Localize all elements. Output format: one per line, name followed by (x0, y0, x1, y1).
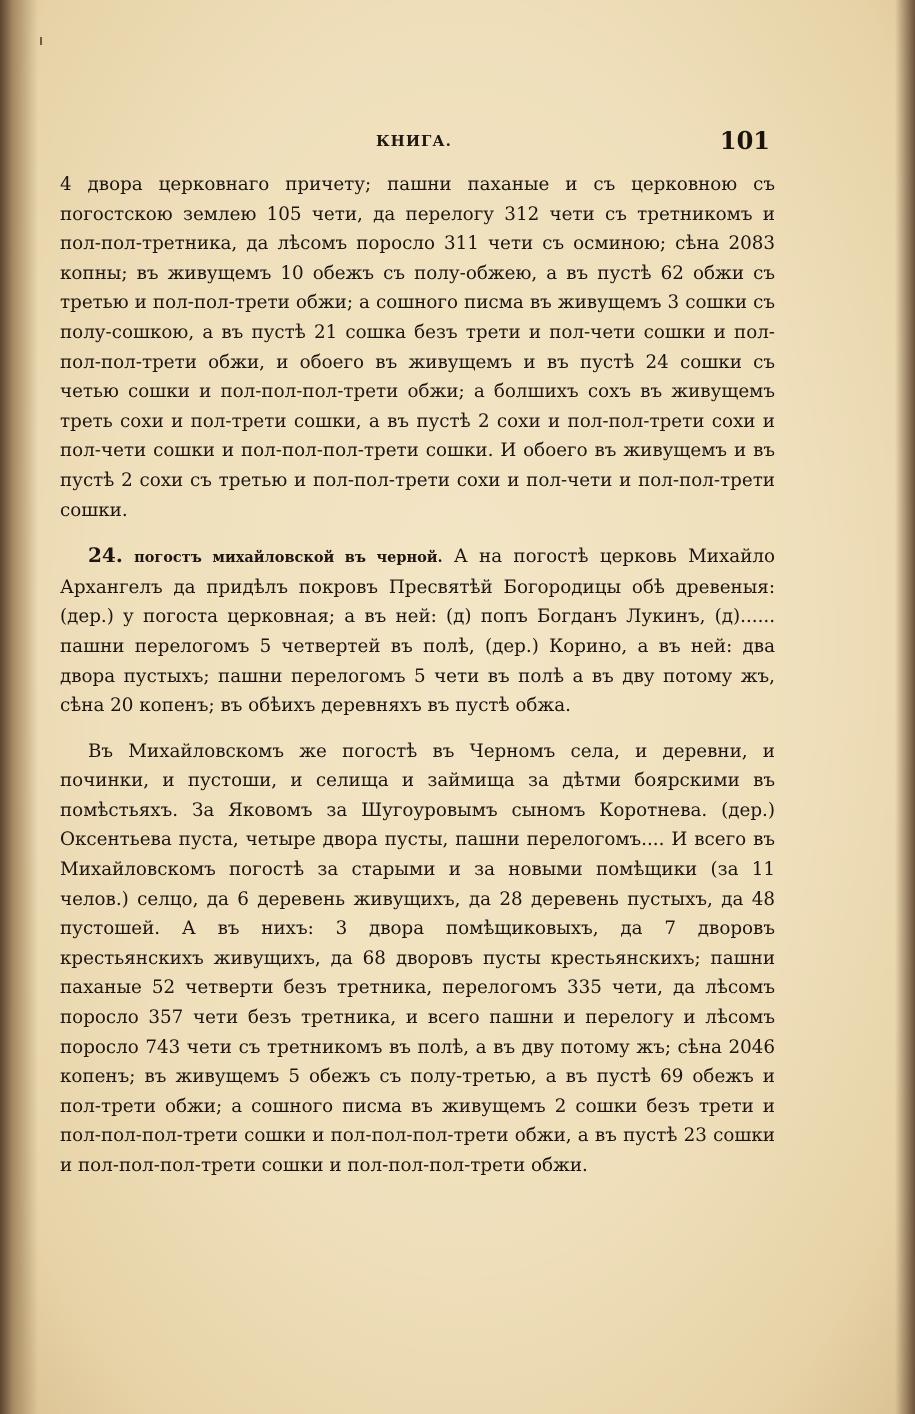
paragraph-1-text: 4 двора церковнаго причету; пашни паханые и съ церковною съ погостскою землею 105 чети, да перелогу 312 чети съ третникомъ и пол-пол-третника, да лѣсомъ поросло 311 чети съ осминою; сѣна 2083 копны; въ живущемъ 10 обежъ съ полу-обжею, а въ пустѣ 62 обжи съ третью и пол-пол-трети обжи; а сошного писма въ живущемъ 3 сошки съ полу-сошкою, а въ пустѣ 21 сошка безъ трети и пол-чети сошки и пол-пол-пол-трети обжи, и обоего въ живущемъ и въ пустѣ 24 сошки съ четью сошки и пол-пол-пол-трети обжи; а болшихъ сохъ въ живущемъ треть сохи и пол-трети сошки, а въ пустѣ 2 сохи и пол-пол-трети сохи и пол-чети сошки и пол-пол-пол-трети сошки. И обоего въ живущемъ и въ пустѣ 2 сохи съ третью и пол-пол-трети сохи и пол-чети и пол-пол-трети сошки. (60, 174, 775, 521)
page-body (60, 170, 775, 1181)
paper-speck (40, 37, 42, 45)
paragraph-2-text: А на погостѣ церковь Михайло Архангелъ да придѣлъ покровъ Пресвятѣй Богородицы обѣ древеныя: (дер.) у погоста церковная; а въ ней: (д) попъ Богданъ Лукинъ, (д)...... пашни перелогомъ 5 четвертей въ полѣ, (дер.) Корино, а въ ней: два двора пустыхъ; пашни перелогомъ 5 чети въ полѣ а въ дву потому жъ, сѣна 20 копенъ; въ обѣихъ деревняхъ въ пустѣ обжа. (60, 546, 776, 717)
paragraph-1 (60, 170, 775, 525)
paragraph-2 (60, 541, 775, 721)
paragraph-3-text: Въ Михайловскомъ же погостѣ въ Черномъ села, и деревни, и починки, и пустоши, и селища и займища за дѣтми боярскими въ помѣстьяхъ. За Яковомъ за Шугоуровымъ сыномъ Коротнева. (дер.) Оксентьева пуста, четыре двора пусты, пашни перелогомъ.... И всего въ Михайловскомъ погостѣ за старыми и за новыми помѣщики (за 11 челов.) селцо, да 6 деревень живущихъ, да 28 деревень пустыхъ, да 48 пустошей. А въ нихъ: 3 двора помѣщиковыхъ, да 7 дворовъ крестьянскихъ живущихъ, да 68 дворовъ пусты крестьянскихъ; пашни паханые 52 четверти безъ третника, перелогомъ 335 чети, да лѣсомъ поросло 357 чети безъ третника, и всего пашни и перелогу и лѣсомъ поросло 743 чети съ третникомъ въ полѣ, а въ дву потому жъ; сѣна 2046 копенъ; въ живущемъ 5 обежъ съ полу-третью, а въ пустѣ 69 обежъ и пол-трети обжи; а сошного писма въ живущемъ 2 сошки безъ трети и пол-пол-пол-трети сошки и пол-пол-пол-трети обжи, а въ пустѣ 23 сошки и пол-пол-пол-трети сошки и пол-пол-пол-трети обжи. (60, 740, 775, 1176)
page-edge-shadow (895, 0, 915, 1414)
section-title: погостъ михайловской въ черной. (134, 549, 443, 567)
page-header (60, 128, 770, 158)
running-head: КНИГА. (376, 132, 452, 150)
paragraph-3 (60, 737, 775, 1181)
page-number: 101 (719, 126, 770, 155)
section-number: 24. (88, 543, 123, 568)
binding-shadow (0, 0, 38, 1414)
